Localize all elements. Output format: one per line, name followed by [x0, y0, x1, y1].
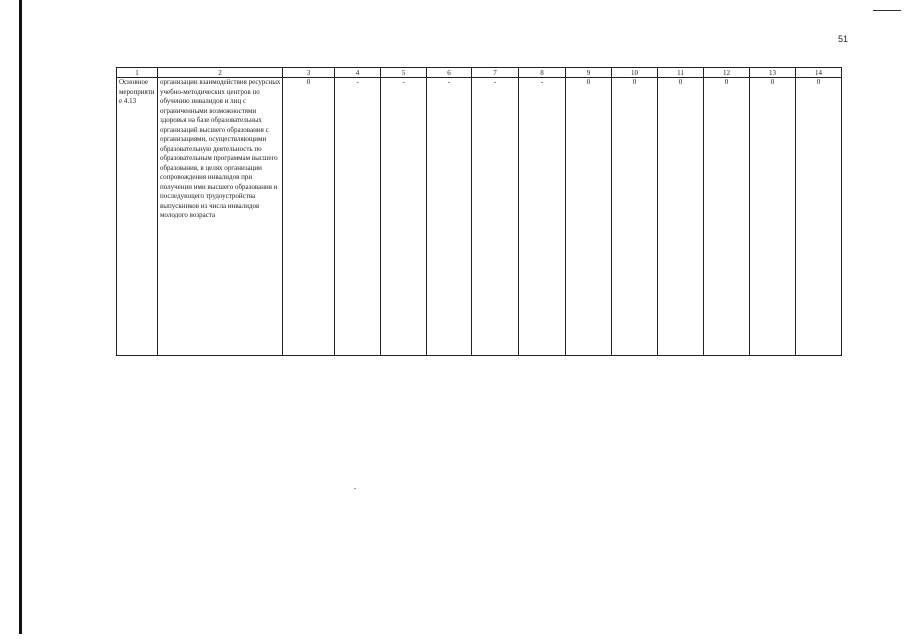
header-cell-7: 7 [472, 68, 519, 78]
value-cell-8: - [519, 78, 566, 356]
header-cell-1: 1 [117, 68, 158, 78]
value-cell-14: 0 [796, 78, 842, 356]
measure-name: Основное мероприятие 4.13 [119, 78, 155, 105]
value-cell-7: - [472, 78, 519, 356]
value-cell-4: - [335, 78, 381, 356]
page-number: 51 [838, 34, 849, 44]
header-cell-4: 4 [335, 68, 381, 78]
header-cell-3: 3 [283, 68, 335, 78]
header-cell-10: 10 [612, 68, 658, 78]
header-cell-5: 5 [381, 68, 427, 78]
page-left-edge [19, 0, 22, 634]
value-cell-12: 0 [704, 78, 750, 356]
header-cell-12: 12 [704, 68, 750, 78]
header-cell-8: 8 [519, 68, 566, 78]
header-cell-13: 13 [750, 68, 796, 78]
value-cell-10: 0 [612, 78, 658, 356]
header-cell-11: 11 [658, 68, 704, 78]
measure-description: организации взаимодействия ресурсных учебно-методических центров по обучению инвалидов и лиц с ограниченными возможностями здоровья на базе образовательных организаций высшего образования с организациями, осуществляющими образовательную деятельность по образовательным программам высшего образования, в целях организации сопровождения инвалидов при получении ими высшего образования и последующего трудоустройства выпускников из числа инвалидов молодого возраста [160, 78, 281, 219]
value-cell-11: 0 [658, 78, 704, 356]
measure-cell [117, 78, 158, 356]
header-cell-6: 6 [427, 68, 472, 78]
table-header-row [117, 68, 842, 78]
header-cell-2: 2 [158, 68, 283, 78]
description-cell [158, 78, 283, 356]
scan-speck [354, 488, 356, 489]
value-cell-9: 0 [566, 78, 612, 356]
value-cell-5: - [381, 78, 427, 356]
program-table [116, 67, 842, 356]
value-cell-6: - [427, 78, 472, 356]
value-cell-13: 0 [750, 78, 796, 356]
corner-mark [873, 10, 901, 11]
value-cell-3: 0 [283, 78, 335, 356]
header-cell-9: 9 [566, 68, 612, 78]
header-cell-14: 14 [796, 68, 842, 78]
table-row [117, 78, 842, 356]
